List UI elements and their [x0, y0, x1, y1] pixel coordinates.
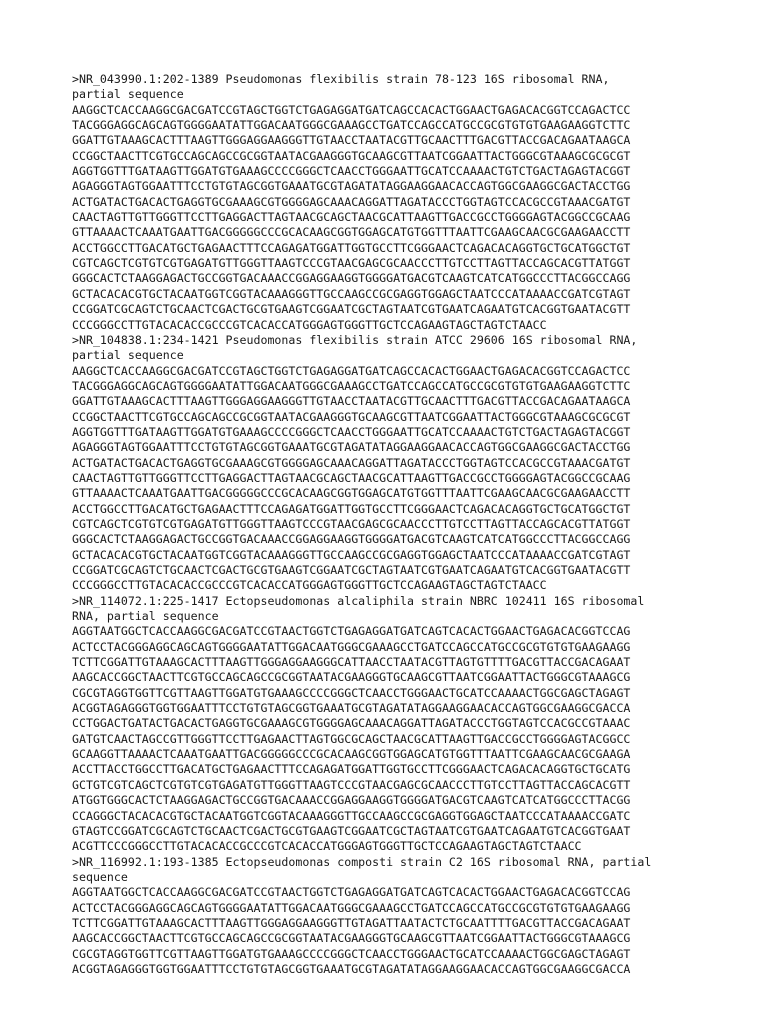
sequence-line: AGGTGGTTTGATAAGTTGGATGTGAAAGCCCCGGGCTCAACCTGGGAATTGCATCCAAAACTGTCTGACTAGAGTACGGT: [72, 164, 631, 179]
sequence-line: GGGCACTCTAAGGAGACTGCCGGTGACAAACCGGAGGAAGGTGGGGATGACGTCAAGTCATCATGGCCCTTACGGCCAGG: [72, 532, 631, 547]
sequence-line: RNA, partial sequence: [72, 609, 219, 624]
sequence-line: TACGGGAGGCAGCAGTGGGGAATATTGGACAATGGGCGAAAGCCTGATCCAGCCATGCCGCGTGTGTGAAGAAGGTCTTC: [72, 118, 631, 133]
sequence-line: ACCTGGCCTTGACATGCTGAGAACTTTCCAGAGATGGATTGGTGCCTTCGGGAACTCAGACACAGGTGCTGCATGGCTGT: [72, 240, 631, 255]
sequence-line: ACCTGGCCTTGACATGCTGAGAACTTTCCAGAGATGGATTGGTGCCTTCGGGAACTCAGACACAGGTGCTGCATGGCTGT: [72, 501, 631, 516]
sequence-line: GGATTGTAAAGCACTTTAAGTTGGGAGGAAGGGTTGTAACCTAATACGTTGCAACTTTGACGTTACCGACAGAATAAGCA: [72, 133, 631, 148]
sequence-line: ACCTTACCTGGCCTTGACATGCTGAGAACTTTCCAGAGATGGATTGGTGCCTTCGGGAACTCAGACACAGGTGCTGCATG: [72, 762, 631, 777]
sequence-line: CCGGCTAACTTCGTGCCAGCAGCCGCGGTAATACGAAGGGTGCAAGCGTTAATCGGAATTACTGGGCGTAAAGCGCGCGT: [72, 148, 631, 163]
sequence-line: ACTGATACTGACACTGAGGTGCGAAAGCGTGGGGAGCAAACAGGATTAGATACCCTGGTAGTCCACGCCGTAAACGATGT: [72, 455, 631, 470]
sequence-line: ACTGATACTGACACTGAGGTGCGAAAGCGTGGGGAGCAAACAGGATTAGATACCCTGGTAGTCCACGCCGTAAACGATGT: [72, 194, 631, 209]
sequence-line: GTTAAAACTCAAATGAATTGACGGGGGCCCGCACAAGCGGTGGAGCATGTGGTTTAATTCGAAGCAACGCGAAGAACCTT: [72, 486, 631, 501]
sequence-line: ACGGTAGAGGGTGGTGGAATTTCCTGTGTAGCGGTGAAATGCGTAGATATAGGAAGGAACACCAGTGGCGAAGGCGACCA: [72, 961, 631, 976]
sequence-line: AAGGCTCACCAAGGCGACGATCCGTAGCTGGTCTGAGAGGATGATCAGCCACACTGGAACTGAGACACGGTCCAGACTCC: [72, 363, 631, 378]
sequence-line: GGATTGTAAAGCACTTTAAGTTGGGAGGAAGGGTTGTAACCTAATACGTTGCAACTTTGACGTTACCGACAGAATAAGCA: [72, 394, 631, 409]
sequence-line: CAACTAGTTGTTGGGTTCCTTGAGGACTTAGTAACGCAGCTAACGCATTAAGTTGACCGCCTGGGGAGTACGGCCGCAAG: [72, 470, 631, 485]
sequence-header-line: >NR_116992.1:193-1385 Ectopseudomonas composti strain C2 16S ribosomal RNA, partial: [72, 854, 652, 869]
sequence-line: CGCGTAGGTGGTTCGTTAAGTTGGATGTGAAAGCCCCGGGCTCAACCTGGGAACTGCATCCAAAACTGGCGAGCTAGAGT: [72, 946, 631, 961]
sequence-line: CCGGATCGCAGTCTGCAACTCGACTGCGTGAAGTCGGAATCGCTAGTAATCGTGAATCAGAATGTCACGGTGAATACGTT: [72, 302, 631, 317]
sequence-line: sequence: [72, 869, 128, 884]
sequence-line: ACTCCTACGGGAGGCAGCAGTGGGGAATATTGGACAATGGGCGAAAGCCTGATCCAGCCATGCCGCGTGTGTGAAGAAGG: [72, 900, 631, 915]
sequence-line: TCTTCGGATTGTAAAGCACTTTAAGTTGGGAGGAAGGGTTGTAGATTAATACTCTGCAATTTTGACGTTACCGACAGAAT: [72, 915, 631, 930]
sequence-line: CGCGTAGGTGGTTCGTTAAGTTGGATGTGAAAGCCCCGGGCTCAACCTGGGAACTGCATCCAAAACTGGCGAGCTAGAGT: [72, 685, 631, 700]
sequence-line: AGGTGGTTTGATAAGTTGGATGTGAAAGCCCCGGGCTCAACCTGGGAATTGCATCCAAAACTGTCTGACTAGAGTACGGT: [72, 424, 631, 439]
sequence-line: CCCGGGCCTTGTACACACCGCCCGTCACACCATGGGAGTGGGTTGCTCCAGAAGTAGCTAGTCTAACC: [72, 578, 547, 593]
sequence-line: CCGGATCGCAGTCTGCAACTCGACTGCGTGAAGTCGGAATCGCTAGTAATCGTGAATCAGAATGTCACGGTGAATACGTT: [72, 563, 631, 577]
sequence-line: GTTAAAACTCAAATGAATTGACGGGGGCCCGCACAAGCGGTGGAGCATGTGGTTTAATTCGAAGCAACGCGAAGAACCTT: [72, 225, 631, 240]
sequence-line: AGGTAATGGCTCACCAAGGCGACGATCCGTAACTGGTCTGAGAGGATGATCAGTCACACTGGAACTGAGACACGGTCCAG: [72, 885, 631, 900]
sequence-line: GGGCACTCTAAGGAGACTGCCGGTGACAAACCGGAGGAAGGTGGGGATGACGTCAAGTCATCATGGCCCTTACGGCCAGG: [72, 271, 631, 286]
sequence-line: TCTTCGGATTGTAAAGCACTTTAAGTTGGGAGGAAGGGCATTAACCTAATACGTTAGTGTTTTGACGTTACCGACAGAAT: [72, 655, 631, 670]
sequence-line: AAGCACCGGCTAACTTCGTGCCAGCAGCCGCGGTAATACGAAGGGTGCAAGCGTTAATCGGAATTACTGGGCGTAAAGCG: [72, 931, 631, 946]
sequence-line: ACGGTAGAGGGTGGTGGAATTTCCTGTGTAGCGGTGAAATGCGTAGATATAGGAAGGAACACCAGTGGCGAAGGCGACCA: [72, 701, 631, 716]
sequence-line: CCTGGACTGATACTGACACTGAGGTGCGAAAGCGTGGGGAGCAAACAGGATTAGATACCCTGGTAGTCCACGCCGTAAAC: [72, 716, 631, 731]
sequence-line: CGTCAGCTCGTGTCGTGAGATGTTGGGTTAAGTCCCGTAACGAGCGCAACCCTTGTCCTTAGTTACCAGCACGTTATGGT: [72, 516, 631, 531]
sequence-line: CGTCAGCTCGTGTCGTGAGATGTTGGGTTAAGTCCCGTAACGAGCGCAACCCTTGTCCTTAGTTACCAGCACGTTATGGT: [72, 256, 631, 271]
sequence-line: ACTCCTACGGGAGGCAGCAGTGGGGAATATTGGACAATGGGCGAAAGCCTGATCCAGCCATGCCGCGTGTGTGAAGAAGG: [72, 639, 631, 654]
sequence-line: GCTACACACGTGCTACAATGGTCGGTACAAAGGGTTGCCAAGCCGCGAGGTGGAGCTAATCCCATAAAACCGATCGTAGT: [72, 547, 631, 562]
sequence-line: CAACTAGTTGTTGGGTTCCTTGAGGACTTAGTAACGCAGCTAACGCATTAAGTTGACCGCCTGGGGAGTACGGCCGCAAG: [72, 210, 631, 225]
sequence-line: GCAAGGTTAAAACTCAAATGAATTGACGGGGGCCCGCACAAGCGGTGGAGCATGTGGTTTAATTCGAAGCAACGCGAAGA: [72, 747, 631, 762]
sequence-line: GTAGTCCGGATCGCAGTCTGCAACTCGACTGCGTGAAGTCGGAATCGCTAGTAATCGTGAATCAGAATGTCACGGTGAAT: [72, 823, 631, 838]
sequence-line: GCTACACACGTGCTACAATGGTCGGTACAAAGGGTTGCCAAGCCGCGAGGTGGAGCTAATCCCATAAAACCGATCGTAGT: [72, 286, 631, 301]
sequence-line: GCTGTCGTCAGCTCGTGTCGTGAGATGTTGGGTTAAGTCCCGTAACGAGCGCAACCCTTGTCCTTAGTTACCAGCACGTT: [72, 777, 631, 792]
sequence-line: AAGCACCGGCTAACTTCGTGCCAGCAGCCGCGGTAATACGAAGGGTGCAAGCGTTAATCGGAATTACTGGGCGTAAAGCG: [72, 670, 631, 685]
sequence-line: CCCGGGCCTTGTACACACCGCCCGTCACACCATGGGAGTGGGTTGCTCCAGAAGTAGCTAGTCTAACC: [72, 317, 547, 332]
sequence-line: AGAGGGTAGTGGAATTTCCTGTGTAGCGGTGAAATGCGTAGATATAGGAAGGAACACCAGTGGCGAAGGCGACTACCTGG: [72, 179, 631, 194]
sequence-line: CCAGGGCTACACACGTGCTACAATGGTCGGTACAAAGGGTTGCCAAGCCGCGAGGTGGAGCTAATCCCATAAAACCGATC: [72, 808, 631, 823]
sequence-line: TACGGGAGGCAGCAGTGGGGAATATTGGACAATGGGCGAAAGCCTGATCCAGCCATGCCGCGTGTGTGAAGAAGGTCTTC: [72, 378, 631, 393]
sequence-line: ATGGTGGGCACTCTAAGGAGACTGCCGGTGACAAACCGGAGGAAGGTGGGGATGACGTCAAGTCATCATGGCCCTTACGG: [72, 793, 631, 808]
sequence-line: ACGTTCCCGGGCCTTGTACACACCGCCCGTCACACCATGGGAGTGGGTTGCTCCAGAAGTAGCTAGTCTAACC: [72, 839, 582, 854]
sequence-line: AGGTAATGGCTCACCAAGGCGACGATCCGTAACTGGTCTGAGAGGATGATCAGTCACACTGGAACTGAGACACGGTCCAG: [72, 624, 631, 639]
sequence-header-line: >NR_104838.1:234-1421 Pseudomonas flexibilis strain ATCC 29606 16S ribosomal RNA,: [72, 332, 638, 347]
sequence-line: partial sequence: [72, 87, 184, 102]
sequence-line: AGAGGGTAGTGGAATTTCCTGTGTAGCGGTGAAATGCGTAGATATAGGAAGGAACACCAGTGGCGAAGGCGACTACCTGG: [72, 440, 631, 455]
sequence-header-line: >NR_114072.1:225-1417 Ectopseudomonas alcaliphila strain NBRC 102411 16S ribosomal: [72, 593, 645, 608]
sequence-document: [72, 72, 696, 977]
sequence-line: partial sequence: [72, 348, 184, 363]
sequence-line: GATGTCAACTAGCCGTTGGGTTCCTTGAGAACTTAGTGGCGCAGCTAACGCATTAAGTTGACCGCCTGGGGAGTACGGCC: [72, 731, 631, 746]
sequence-header-line: >NR_043990.1:202-1389 Pseudomonas flexibilis strain 78-123 16S ribosomal RNA,: [72, 72, 610, 86]
sequence-line: CCGGCTAACTTCGTGCCAGCAGCCGCGGTAATACGAAGGGTGCAAGCGTTAATCGGAATTACTGGGCGTAAAGCGCGCGT: [72, 409, 631, 424]
sequence-line: AAGGCTCACCAAGGCGACGATCCGTAGCTGGTCTGAGAGGATGATCAGCCACACTGGAACTGAGACACGGTCCAGACTCC: [72, 102, 631, 117]
